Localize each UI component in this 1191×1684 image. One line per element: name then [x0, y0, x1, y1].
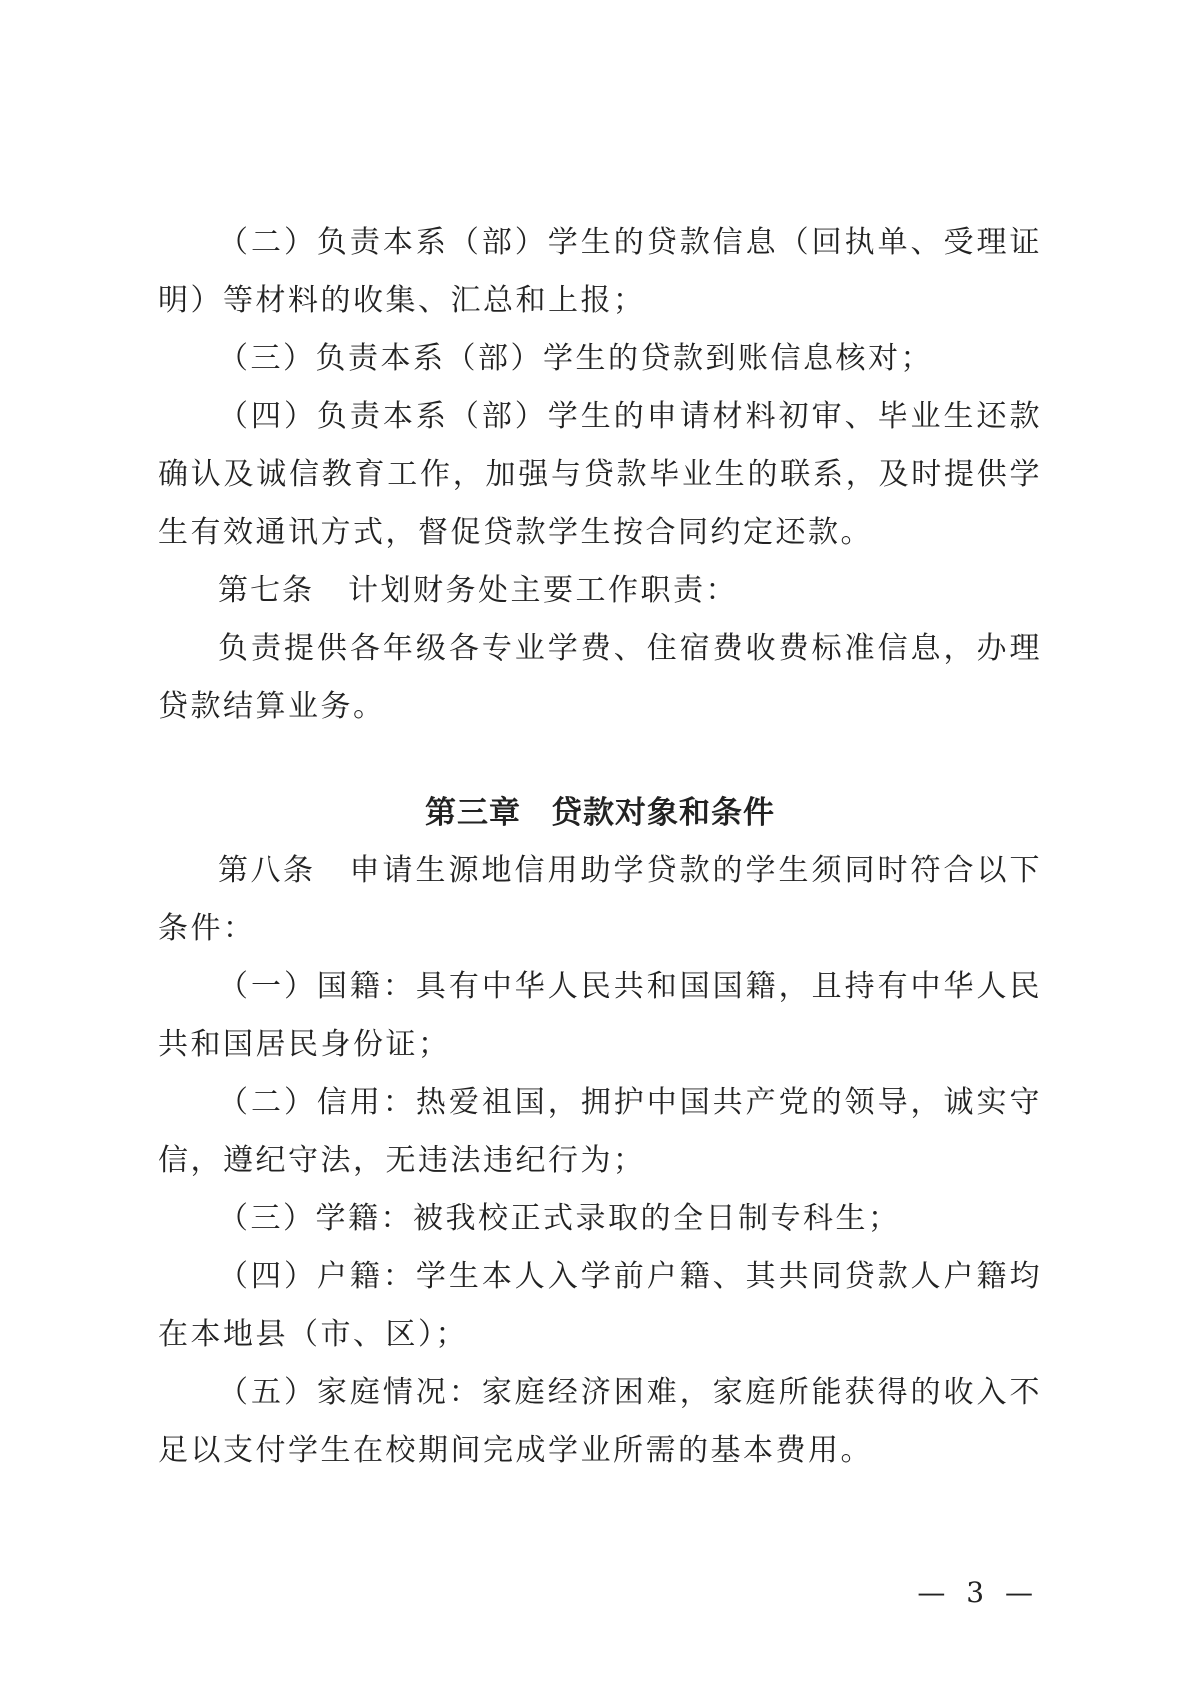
article-7-heading: [158, 562, 1042, 620]
article-8-label: 第八条: [218, 853, 316, 888]
article-7-text: 计划财务处主要工作职责：: [348, 573, 738, 608]
chapter-number: 第三章: [425, 795, 521, 831]
article-7-label: 第七条: [218, 573, 314, 608]
condition-enrollment: （三）学籍：被我校正式录取的全日制专科生；: [218, 1201, 901, 1236]
condition-credit: （二）信用：热爱祖国，拥护中国共产党的领导，诚实守信，遵纪守法，无违法违纪行为；: [158, 1085, 1042, 1178]
chapter-heading: [158, 784, 1042, 842]
body-text: [158, 214, 1042, 1480]
article-7-body: 负责提供各年级各专业学费、住宿费收费标准信息，办理贷款结算业务。: [158, 631, 1042, 724]
condition-residence: （四）户籍：学生本人入学前户籍、其共同贷款人户籍均在本地县（市、区）；: [158, 1259, 1042, 1352]
chapter-title: 贷款对象和条件: [551, 795, 775, 831]
article-8: [158, 842, 1042, 958]
condition-family: （五）家庭情况：家庭经济困难，家庭所能获得的收入不足以支付学生在校期间完成学业所需的基本费用。: [158, 1375, 1042, 1468]
page-number: — 3 —: [917, 1576, 1039, 1609]
condition-nationality: （一）国籍：具有中华人民共和国国籍，且持有中华人民共和国居民身份证；: [158, 969, 1042, 1062]
paragraph-item-3: （三）负责本系（部）学生的贷款到账信息核对；: [218, 341, 933, 376]
paragraph-item-4: （四）负责本系（部）学生的申请材料初审、毕业生还款确认及诚信教育工作，加强与贷款毕业生的联系，及时提供学生有效通讯方式，督促贷款学生按合同约定还款。: [158, 399, 1042, 550]
paragraph-item-2: （二）负责本系（部）学生的贷款信息（回执单、受理证明）等材料的收集、汇总和上报；: [158, 225, 1042, 318]
article-8-text: 申请生源地信用助学贷款的学生须同时符合以下条件：: [158, 853, 1042, 946]
